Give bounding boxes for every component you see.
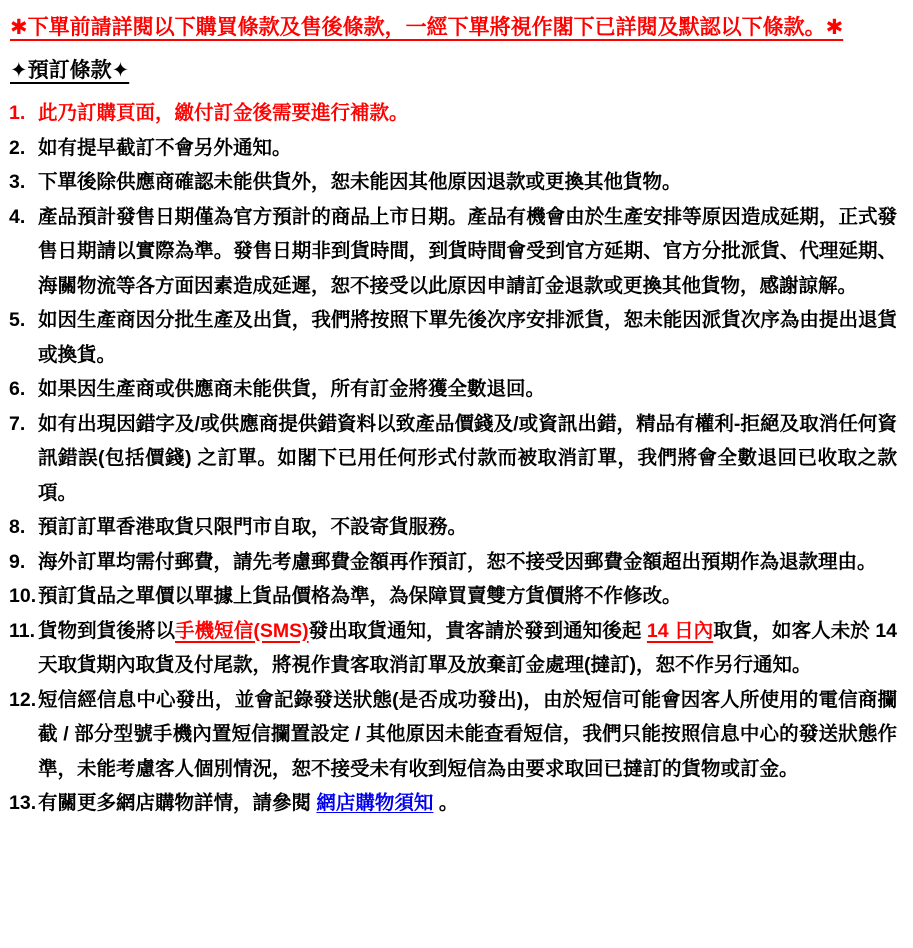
term-number: 3. [9, 171, 26, 193]
term-item-12 [0, 683, 897, 787]
term-number: 9. [9, 550, 26, 573]
term-number: 1. [9, 102, 26, 124]
term-number: 6. [9, 378, 26, 400]
term-number: 5. [9, 309, 26, 331]
term-text: 貨物到貨後將以手機短信(SMS)發出取貨通知，貴客請於發到通知後起 14 日內取貨，如客人未於 14 天取貨期內取貨及付尾款，將視作貴客取消訂單及放棄訂金處理(撻訂)，恕不作另行通知。 [38, 619, 898, 676]
preorder-terms-title: ✦預訂條款✦ [10, 59, 130, 82]
term-item-2 [0, 131, 897, 166]
term-number: 4. [9, 205, 26, 228]
term-number: 13. [9, 792, 37, 814]
term-number: 2. [9, 136, 26, 159]
term-number: 10. [9, 585, 37, 607]
section-title-row [10, 57, 897, 84]
term-text: 如因生產商因分批生產及出貨，我們將按照下單先後次序安排派貨，恕未能因派貨次序為由提出退貨或換貨。 [38, 309, 897, 366]
term-text: 有關更多網店購物詳情，請參閱 網店購物須知 。 [38, 792, 459, 814]
term-item-5 [0, 303, 897, 372]
term-text: 預訂貨品之單價以單據上貨品價格為準，為保障買賣雙方貨價將不作修改。 [38, 585, 682, 607]
term-item-11 [0, 614, 897, 683]
term-text: 下單後除供應商確認未能供貨外，恕未能因其他原因退款或更換其他貨物。 [38, 171, 682, 193]
term-number: 12. [9, 688, 37, 711]
term-text: 如有提早截訂不會另外通知。 [38, 136, 292, 159]
term-item-10 [0, 579, 897, 614]
term-item-3 [0, 165, 897, 200]
term-item-7 [0, 407, 897, 511]
term-item-13 [0, 786, 897, 821]
store-shopping-guide-link[interactable]: 網店購物須知 [316, 792, 434, 814]
term-text: 此乃訂購頁面，繳付訂金後需要進行補款。 [38, 102, 409, 124]
term-item-4 [0, 200, 897, 304]
term-number: 8. [9, 516, 26, 538]
term-text: 如有出現因錯字及/或供應商提供錯資料以致產品價錢及/或資訊出錯，精品有權利-拒絕及取消任何資訊錯誤(包括價錢) 之訂單。如閣下已用任何形式付款而被取消訂單，我們將會全數退回已收取之款項。 [38, 412, 897, 504]
term-text: 海外訂單均需付郵費，請先考慮郵費金額再作預訂，恕不接受因郵費金額超出預期作為退款理由。 [38, 550, 877, 573]
term-number: 11. [9, 619, 36, 642]
term-text: 如果因生產商或供應商未能供貨，所有訂金將獲全數退回。 [38, 378, 546, 400]
term-number: 7. [9, 412, 26, 435]
term-item-1 [0, 96, 897, 131]
purchase-warning-header [10, 14, 897, 41]
purchase-warning-text: ✱下單前請詳閱以下購買條款及售後條款，一經下單將視作閣下已詳閱及默認以下條款。✱ [10, 16, 844, 39]
14-days-highlight: 14 日內 [646, 619, 714, 642]
term-text: 產品預計發售日期僅為官方預計的商品上市日期。產品有機會由於生產安排等原因造成延期，正式發售日期請以實際為準。發售日期非到貨時間，到貨時間會受到官方延期、官方分批派貨、代理延期、海關物流等各方面因素造成延遲，恕不接受以此原因申請訂金退款或更換其他貨物，感謝諒解。 [38, 205, 897, 297]
terms-list [0, 96, 897, 821]
term-item-8 [0, 510, 897, 545]
term-text: 預訂訂單香港取貨只限門市自取，不設寄貨服務。 [38, 516, 468, 538]
sms-highlight: 手機短信(SMS) [175, 619, 309, 642]
term-item-9 [0, 545, 897, 580]
term-item-6 [0, 372, 897, 407]
term-text: 短信經信息中心發出，並會記錄發送狀態(是否成功發出)，由於短信可能會因客人所使用的電信商攔截 / 部分型號手機內置短信攔置設定 / 其他原因未能查看短信，我們只能按照信息中心的發送狀態作準，未能考慮客人個別情況，恕不接受未有收到短信為由要求取回已撻訂的貨物或訂金。 [38, 688, 897, 780]
